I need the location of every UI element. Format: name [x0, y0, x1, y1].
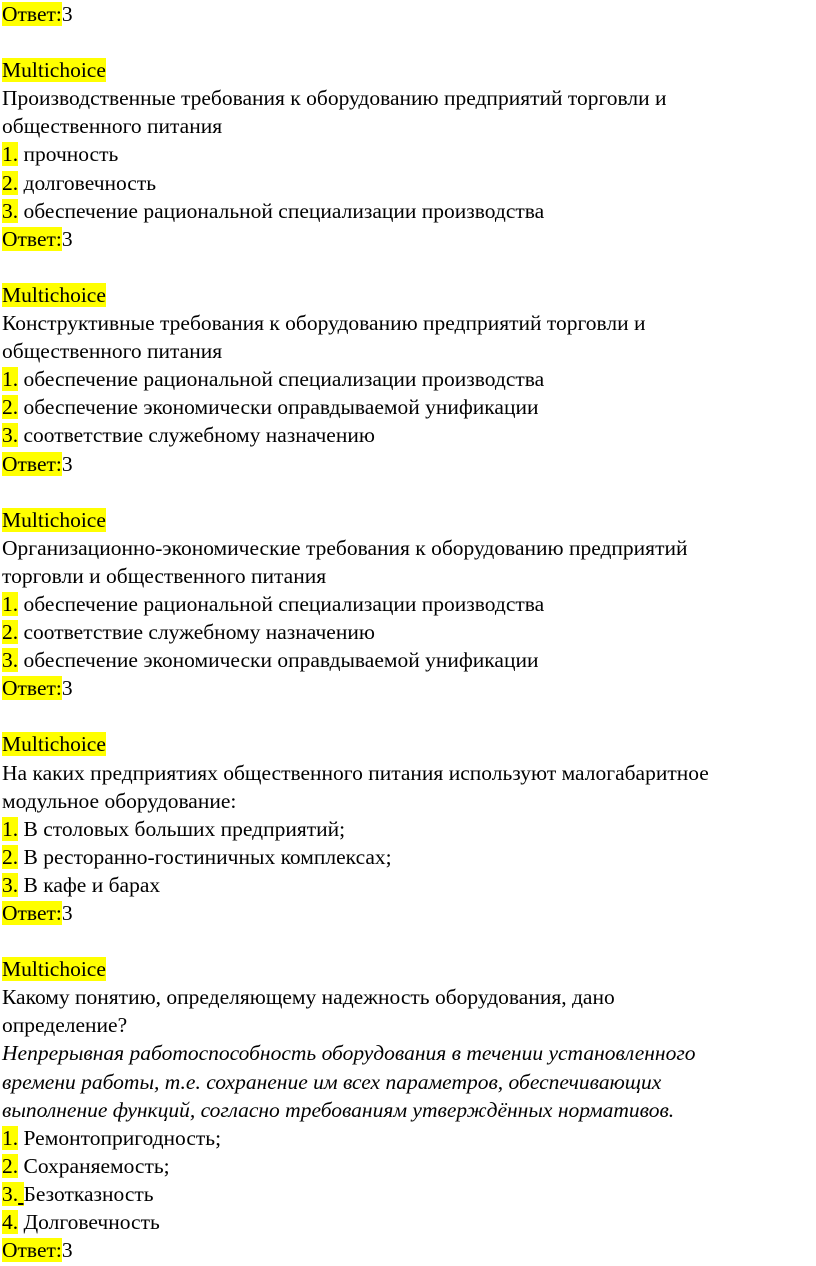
option-item	[2, 1208, 814, 1236]
option-item	[2, 618, 814, 646]
option-text: прочность	[23, 142, 119, 167]
question-type: Multichoice	[2, 957, 106, 982]
question-text: определение?	[2, 1013, 128, 1038]
option-text: Ремонтопригодность;	[23, 1125, 222, 1150]
answer-value: 3	[61, 226, 73, 251]
question-type: Multichoice	[2, 282, 106, 307]
option-item	[2, 1180, 814, 1208]
option-text: В кафе и барах	[23, 872, 161, 897]
option-number: 2.	[2, 1153, 19, 1178]
question-text: На каких предприятиях общественного питания используют малогабаритное	[2, 760, 709, 785]
question-text: общественного питания	[2, 339, 223, 364]
option-number: 2.	[2, 170, 19, 195]
option-item	[2, 815, 814, 843]
option-number: 1.	[2, 1125, 19, 1150]
option-text: долговечность	[23, 170, 157, 195]
question-block	[2, 56, 814, 253]
answer-value: 3	[61, 2, 73, 26]
spacer	[2, 478, 814, 506]
question-block	[2, 506, 814, 703]
answer-line	[2, 225, 814, 253]
answer-label: Ответ:	[2, 2, 62, 26]
option-text: Сохраняемость;	[23, 1153, 170, 1178]
option-number: 4.	[2, 1210, 19, 1235]
answer-label: Ответ:	[2, 451, 62, 476]
question-text: Конструктивные требования к оборудованию предприятий торговли и	[2, 311, 646, 336]
option-text: обеспечение рациональной специализации производства	[23, 198, 545, 223]
option-text: В столовых больших предприятий;	[23, 816, 346, 841]
option-number: 1.	[2, 591, 19, 616]
answer-label: Ответ:	[2, 901, 62, 925]
answer-line	[2, 1236, 814, 1264]
option-number: 2.	[2, 844, 19, 869]
spacer	[2, 702, 814, 730]
option-number: 3.	[2, 198, 19, 223]
option-item	[2, 1124, 814, 1152]
definition-text: выполнение функций, согласно требованиям утверждённых нормативов.	[2, 1097, 675, 1122]
option-text: обеспечение экономически оправдываемой унификации	[23, 395, 539, 420]
option-text: обеспечение рациональной специализации производства	[23, 591, 545, 616]
answer-line	[2, 0, 814, 28]
option-number: 3.	[2, 648, 19, 673]
answer-value: 3	[61, 451, 73, 476]
answer-value: 3	[61, 676, 73, 701]
option-number: 1.	[2, 816, 19, 841]
question-type: Multichoice	[2, 58, 106, 83]
option-item	[2, 169, 814, 197]
option-item	[2, 646, 814, 674]
spacer	[2, 927, 814, 955]
option-item	[2, 871, 814, 899]
option-item	[2, 393, 814, 421]
answer-label: Ответ:	[2, 1238, 62, 1263]
answer-line	[2, 450, 814, 478]
answer-value: 3	[61, 901, 73, 925]
answer-line	[2, 674, 814, 702]
answer-line	[2, 899, 814, 927]
option-item	[2, 590, 814, 618]
question-block	[2, 281, 814, 478]
question-text: общественного питания	[2, 114, 223, 139]
question-type: Multichoice	[2, 732, 106, 757]
answer-label: Ответ:	[2, 226, 62, 251]
option-item	[2, 140, 814, 168]
question-text: торговли и общественного питания	[2, 563, 327, 588]
spacer	[2, 253, 814, 281]
question-text: Производственные требования к оборудованию предприятий торговли и	[2, 86, 667, 111]
option-text: Безотказность	[23, 1181, 154, 1206]
question-type: Multichoice	[2, 507, 106, 532]
answer-value: 3	[61, 1238, 73, 1263]
option-text: Долговечность	[23, 1210, 160, 1235]
option-number: 3.	[2, 1181, 19, 1206]
option-text: соответствие служебному назначению	[23, 423, 375, 448]
option-text: обеспечение экономически оправдываемой унификации	[23, 648, 539, 673]
spacer	[2, 28, 814, 56]
question-block	[2, 730, 814, 927]
option-text: В ресторанно-гостиничных комплексах;	[23, 844, 392, 869]
option-number: 1.	[2, 142, 19, 167]
option-item	[2, 197, 814, 225]
question-block	[2, 955, 814, 1264]
question-text: Организационно-экономические требования к оборудованию предприятий	[2, 535, 688, 560]
option-item	[2, 1152, 814, 1180]
option-text: обеспечение рациональной специализации производства	[23, 367, 545, 392]
option-number: 3.	[2, 423, 19, 448]
question-text: модульное оборудование:	[2, 788, 237, 813]
answer-label: Ответ:	[2, 676, 62, 701]
option-item	[2, 421, 814, 449]
question-text: Какому понятию, определяющему надежность оборудования, дано	[2, 985, 615, 1010]
option-number: 1.	[2, 367, 19, 392]
option-number: 2.	[2, 395, 19, 420]
document-page	[2, 0, 814, 1264]
definition-text: Непрерывная работоспособность оборудования в течении установленного	[2, 1041, 696, 1066]
option-item	[2, 843, 814, 871]
option-number: 3.	[2, 872, 19, 897]
option-item	[2, 365, 814, 393]
option-text: соответствие служебному назначению	[23, 620, 375, 645]
option-number: 2.	[2, 620, 19, 645]
definition-text: времени работы, т.е. сохранение им всех параметров, обеспечивающих	[2, 1069, 662, 1094]
